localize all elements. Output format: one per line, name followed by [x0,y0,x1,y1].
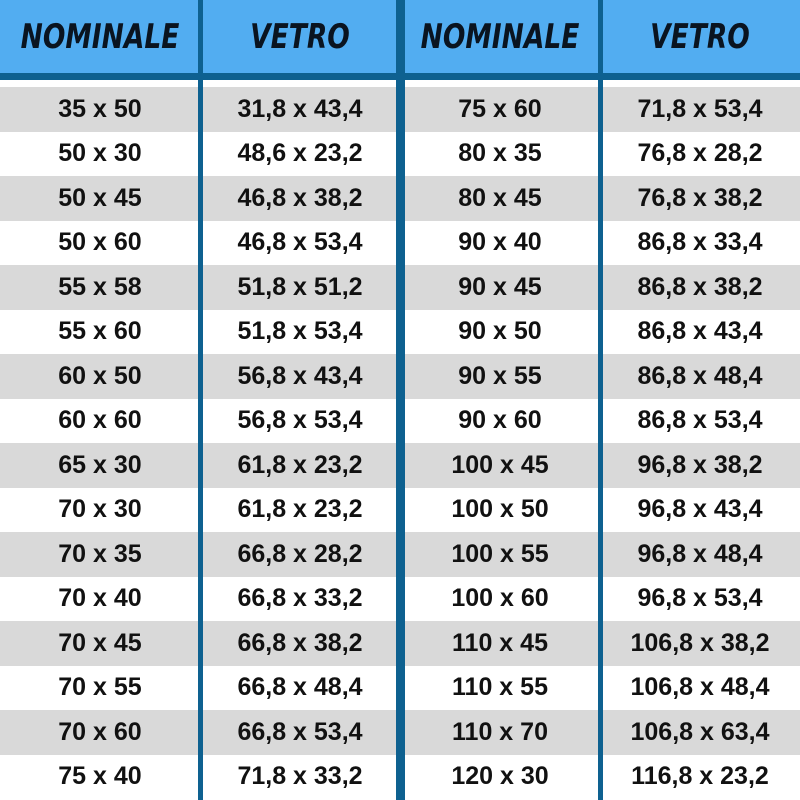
cell-vetro: 86,8 x 38,2 [637,272,763,301]
cell-vetro: 66,8 x 33,2 [237,584,363,613]
header-vetro-2: VETRO [650,16,750,57]
cell-nominale: 110 x 55 [452,673,548,702]
cell-nominale: 80 x 45 [458,183,542,212]
cell-vetro: 106,8 x 63,4 [630,717,770,746]
column-divider-center [396,0,405,800]
cell-vetro: 66,8 x 53,4 [237,717,363,746]
cell-vetro: 46,8 x 53,4 [237,228,363,257]
header-nominale-2: NOMINALE [420,16,580,57]
cell-nominale: 50 x 60 [58,228,142,257]
cell-nominale: 55 x 60 [58,317,142,346]
cell-vetro: 96,8 x 43,4 [637,495,763,524]
cell-nominale: 70 x 55 [58,673,142,702]
cell-vetro: 96,8 x 53,4 [637,584,763,613]
cell-nominale: 50 x 45 [58,183,142,212]
cell-vetro: 86,8 x 48,4 [637,361,763,390]
cell-nominale: 65 x 30 [58,450,142,479]
cell-nominale: 70 x 60 [58,717,142,746]
cell-nominale: 70 x 40 [58,584,142,613]
cell-vetro: 56,8 x 53,4 [237,406,363,435]
cell-vetro: 116,8 x 23,2 [631,762,769,791]
cell-vetro: 96,8 x 48,4 [637,539,763,568]
cell-nominale: 100 x 50 [451,495,549,524]
cell-vetro: 31,8 x 43,4 [237,94,363,123]
cell-vetro: 46,8 x 38,2 [237,183,363,212]
cell-vetro: 51,8 x 51,2 [237,272,363,301]
cell-vetro: 66,8 x 28,2 [237,539,363,568]
cell-nominale: 90 x 55 [458,361,542,390]
cell-nominale: 90 x 40 [458,228,542,257]
cell-nominale: 35 x 50 [58,94,142,123]
cell-nominale: 90 x 60 [458,406,542,435]
cell-nominale: 55 x 58 [58,272,142,301]
cell-vetro: 61,8 x 23,2 [237,495,363,524]
cell-nominale: 70 x 45 [58,628,142,657]
cell-nominale: 120 x 30 [451,762,549,791]
cell-nominale: 70 x 35 [58,539,142,568]
cell-nominale: 70 x 30 [58,495,142,524]
cell-nominale: 60 x 60 [58,406,142,435]
cell-vetro: 76,8 x 28,2 [637,139,763,168]
cell-nominale: 75 x 40 [58,762,142,791]
cell-vetro: 61,8 x 23,2 [237,450,363,479]
cell-vetro: 106,8 x 38,2 [630,628,770,657]
cell-nominale: 80 x 35 [458,139,542,168]
cell-vetro: 71,8 x 53,4 [637,94,763,123]
cell-nominale: 110 x 70 [452,717,548,746]
cell-nominale: 50 x 30 [58,139,142,168]
cell-nominale: 110 x 45 [452,628,548,657]
cell-nominale: 75 x 60 [458,94,542,123]
cell-vetro: 96,8 x 38,2 [637,450,763,479]
cell-vetro: 86,8 x 43,4 [637,317,763,346]
cell-vetro: 66,8 x 48,4 [237,673,363,702]
cell-vetro: 86,8 x 33,4 [637,228,763,257]
column-divider [198,0,203,800]
cell-vetro: 106,8 x 48,4 [630,673,770,702]
cell-vetro: 76,8 x 38,2 [637,183,763,212]
cell-vetro: 66,8 x 38,2 [237,628,363,657]
header-vetro-1: VETRO [250,16,350,57]
cell-vetro: 56,8 x 43,4 [237,361,363,390]
cell-nominale: 90 x 45 [458,272,542,301]
cell-nominale: 60 x 50 [58,361,142,390]
column-divider [598,0,603,800]
cell-vetro: 48,6 x 23,2 [237,139,363,168]
cell-vetro: 86,8 x 53,4 [637,406,763,435]
cell-nominale: 100 x 55 [451,539,549,568]
header-nominale-1: NOMINALE [20,16,180,57]
cell-nominale: 100 x 45 [451,450,549,479]
cell-vetro: 71,8 x 33,2 [237,762,363,791]
cell-nominale: 100 x 60 [451,584,549,613]
cell-vetro: 51,8 x 53,4 [237,317,363,346]
cell-nominale: 90 x 50 [458,317,542,346]
